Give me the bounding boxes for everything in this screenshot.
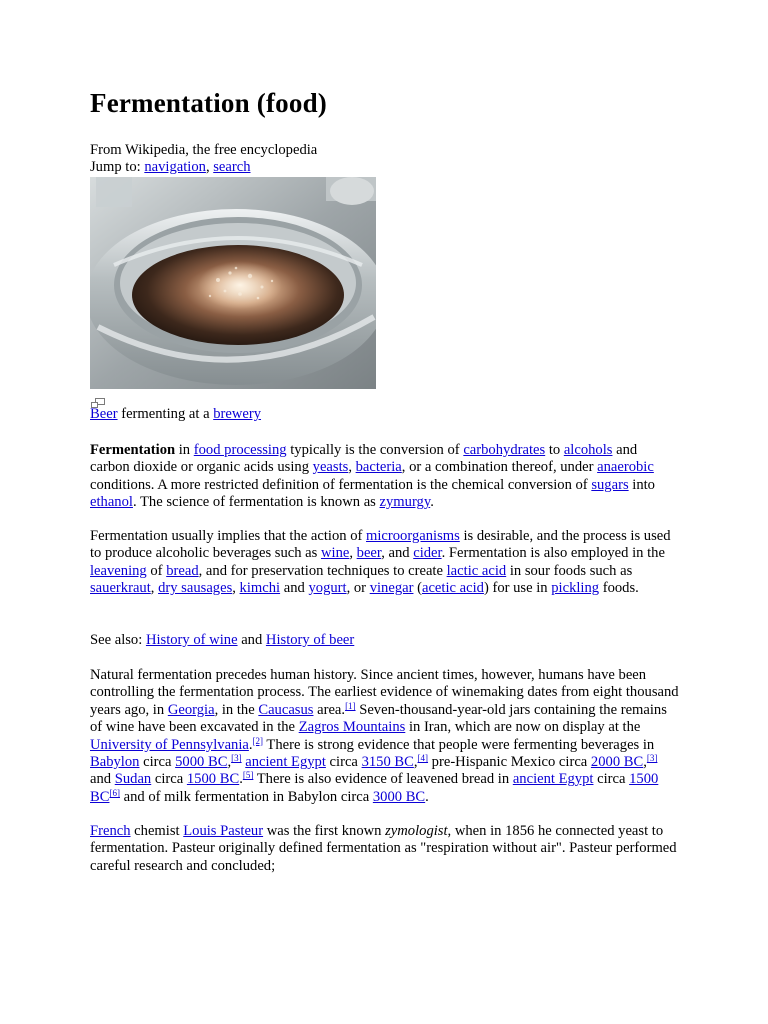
photo-illustration bbox=[90, 177, 376, 389]
citation-link[interactable]: [1] bbox=[345, 700, 356, 711]
article-link[interactable]: kimchi bbox=[239, 580, 281, 597]
text-run: in sour foods such as bbox=[506, 562, 633, 579]
text-run: and bbox=[280, 580, 309, 597]
citation-link[interactable]: [6] bbox=[109, 787, 120, 798]
text-run: circa bbox=[325, 754, 362, 771]
article-link[interactable]: University of Pennsylvania bbox=[90, 736, 249, 753]
text-run: ( bbox=[413, 580, 422, 597]
beer-fermenting-photo[interactable] bbox=[90, 177, 376, 389]
text-run: typically is the conversion of bbox=[286, 442, 464, 458]
article-link[interactable]: zymurgy bbox=[379, 494, 431, 511]
text-run: in bbox=[175, 442, 194, 458]
citation-link[interactable]: [3] bbox=[231, 753, 242, 764]
text-run: in Iran, which are now on display at the bbox=[405, 719, 641, 736]
italic-term: zymologist bbox=[385, 823, 448, 839]
jump-separator: , bbox=[205, 159, 214, 175]
article-link[interactable]: sugars bbox=[591, 476, 629, 493]
paragraph-uses bbox=[90, 528, 680, 598]
caption-text: fermenting at a bbox=[117, 406, 214, 422]
text-run: foods. bbox=[599, 580, 639, 597]
citation-ref bbox=[418, 753, 429, 763]
citation-link[interactable]: [3] bbox=[646, 753, 658, 764]
site-tagline: From Wikipedia, the free encyclopedia bbox=[90, 142, 318, 158]
article-link[interactable]: 2000 BC bbox=[590, 754, 644, 771]
text-run: and bbox=[237, 632, 266, 648]
article-link[interactable]: vinegar bbox=[369, 580, 414, 597]
text-run: Fermentation usually implies that the action of bbox=[90, 528, 367, 544]
article-link[interactable]: beer bbox=[356, 545, 382, 562]
citation-ref bbox=[109, 788, 120, 798]
page-title: Fermentation (food) bbox=[90, 88, 327, 118]
text-run: . bbox=[239, 771, 243, 788]
article-link[interactable]: 1500 BC bbox=[90, 771, 659, 805]
article-link[interactable]: bread bbox=[166, 562, 199, 579]
text-run: and bbox=[90, 771, 115, 788]
article-link[interactable]: leavening bbox=[90, 562, 147, 579]
text-run: , bbox=[413, 754, 418, 771]
article-link[interactable]: Sudan bbox=[114, 771, 152, 788]
text-run: There is strong evidence that people were fermenting beverages in bbox=[263, 736, 655, 753]
text-run: , bbox=[348, 459, 356, 476]
text-run: See also: bbox=[90, 632, 146, 648]
paragraph-see-also bbox=[90, 632, 680, 649]
magnify-clip-icon[interactable] bbox=[91, 395, 105, 405]
article-link[interactable]: 3150 BC bbox=[361, 754, 414, 771]
article-link[interactable]: yeasts bbox=[312, 459, 349, 476]
article-link[interactable]: wine bbox=[320, 545, 350, 562]
jump-search-link[interactable]: search bbox=[213, 159, 251, 175]
figure-caption bbox=[90, 406, 680, 423]
article-link[interactable]: History of wine bbox=[145, 632, 238, 648]
text-run: . bbox=[425, 788, 429, 805]
text-run: , or bbox=[346, 580, 370, 597]
article-link[interactable]: ancient Egypt bbox=[245, 754, 326, 771]
text-run: . bbox=[248, 736, 253, 753]
article-link[interactable]: ethanol bbox=[90, 494, 133, 511]
article-link[interactable]: microorganisms bbox=[366, 528, 460, 544]
text-run: . The science of fermentation is known as bbox=[132, 494, 380, 511]
article-link[interactable]: pickling bbox=[551, 580, 600, 597]
article-link[interactable]: cider bbox=[413, 545, 442, 562]
article-link[interactable]: sauerkraut bbox=[90, 580, 151, 597]
article-link[interactable]: 5000 BC bbox=[175, 754, 228, 771]
article-link[interactable]: Georgia bbox=[167, 701, 215, 718]
text-run: is desirable, and the process is used to produce alcoholic beverages such as bbox=[90, 528, 671, 562]
text-run: There is also evidence of leavened bread in bbox=[253, 771, 513, 788]
paragraph-pasteur bbox=[90, 823, 680, 875]
article-link[interactable]: acetic acid bbox=[421, 580, 484, 597]
text-run: circa bbox=[151, 771, 187, 788]
text-run: , bbox=[643, 754, 647, 771]
article-link[interactable]: lactic acid bbox=[446, 562, 507, 579]
citation-ref bbox=[231, 753, 242, 763]
article-link[interactable]: yogurt bbox=[308, 580, 347, 597]
article-link[interactable]: alcohols bbox=[563, 442, 613, 458]
article-link[interactable]: ancient Egypt bbox=[512, 771, 594, 788]
article-link[interactable]: Zagros Mountains bbox=[298, 719, 406, 736]
article-link[interactable]: History of beer bbox=[265, 632, 355, 648]
text-run: circa bbox=[139, 754, 176, 771]
text-run: , or a combination thereof, under bbox=[401, 459, 598, 476]
text-run: , when in 1856 he connected yeast to fermentation. Pasteur originally defined fermentation as "respiration without air". Pasteur performed careful research and concluded; bbox=[90, 823, 677, 874]
text-run: and carbon dioxide or organic acids using bbox=[90, 442, 638, 476]
caption-brewery-link[interactable]: brewery bbox=[213, 406, 262, 422]
article-link[interactable]: Caucasus bbox=[258, 701, 314, 718]
text-run: , bbox=[227, 754, 232, 771]
citation-ref bbox=[345, 701, 356, 711]
text-run: , bbox=[150, 580, 159, 597]
text-run: and of milk fermentation in Babylon circa bbox=[119, 788, 373, 805]
caption-beer-link[interactable]: Beer bbox=[90, 406, 118, 422]
text-run: circa bbox=[593, 771, 630, 788]
text-run: pre-Hispanic Mexico circa bbox=[428, 754, 591, 771]
paragraph-history bbox=[90, 667, 680, 806]
paragraph-definition bbox=[90, 442, 680, 512]
text-run: , and bbox=[381, 545, 414, 562]
text-run: area. bbox=[313, 701, 346, 718]
citation-ref bbox=[243, 770, 254, 780]
text-run: , bbox=[349, 545, 357, 562]
citation-link[interactable]: [5] bbox=[242, 770, 254, 781]
article-link[interactable]: carbohydrates bbox=[463, 442, 546, 458]
citation-ref bbox=[647, 753, 658, 763]
article-link[interactable]: food processing bbox=[193, 442, 287, 458]
article-link[interactable]: Louis Pasteur bbox=[183, 823, 264, 839]
text-run: conditions. A more restricted definition of fermentation is the chemical conversion of bbox=[90, 476, 592, 493]
jump-to-label: Jump to: bbox=[90, 159, 145, 175]
text-run: , bbox=[232, 580, 240, 597]
citation-link[interactable]: [4] bbox=[417, 753, 429, 764]
text-run: chemist bbox=[130, 823, 184, 839]
citation-ref bbox=[253, 736, 264, 746]
text-run: Seven-thousand-year-old jars containing the remains of wine have been excavated in the bbox=[90, 701, 667, 736]
text-run: Natural fermentation precedes human history. Since ancient times, however, humans have been controlling the fermentation process. The earliest evidence of winemaking dates from eight thousand years ago, in bbox=[90, 667, 679, 718]
jump-to-bar bbox=[90, 159, 680, 176]
bold-term: Fermentation bbox=[90, 442, 176, 458]
text-run: . bbox=[430, 494, 434, 511]
jump-navigation-link[interactable]: navigation bbox=[144, 159, 206, 175]
text-run: . Fermentation is also employed in the bbox=[441, 545, 665, 562]
text-run: to bbox=[545, 442, 564, 458]
text-run: ) for use in bbox=[483, 580, 552, 597]
text-run: into bbox=[628, 476, 655, 493]
article-link[interactable]: anaerobic bbox=[597, 459, 654, 476]
article-link[interactable]: 1500 BC bbox=[186, 771, 240, 788]
text-run: , in the bbox=[214, 701, 259, 718]
text-run: , and for preservation techniques to create bbox=[198, 562, 447, 579]
article-link[interactable]: French bbox=[90, 823, 131, 839]
text-run: was the first known bbox=[263, 823, 386, 839]
citation-link[interactable]: [2] bbox=[252, 735, 264, 746]
article-link[interactable]: 3000 BC bbox=[372, 788, 426, 805]
article-link[interactable]: dry sausages bbox=[158, 580, 233, 597]
article-link[interactable]: bacteria bbox=[355, 459, 402, 476]
article-link[interactable]: Babylon bbox=[90, 754, 140, 771]
text-run: of bbox=[146, 562, 167, 579]
